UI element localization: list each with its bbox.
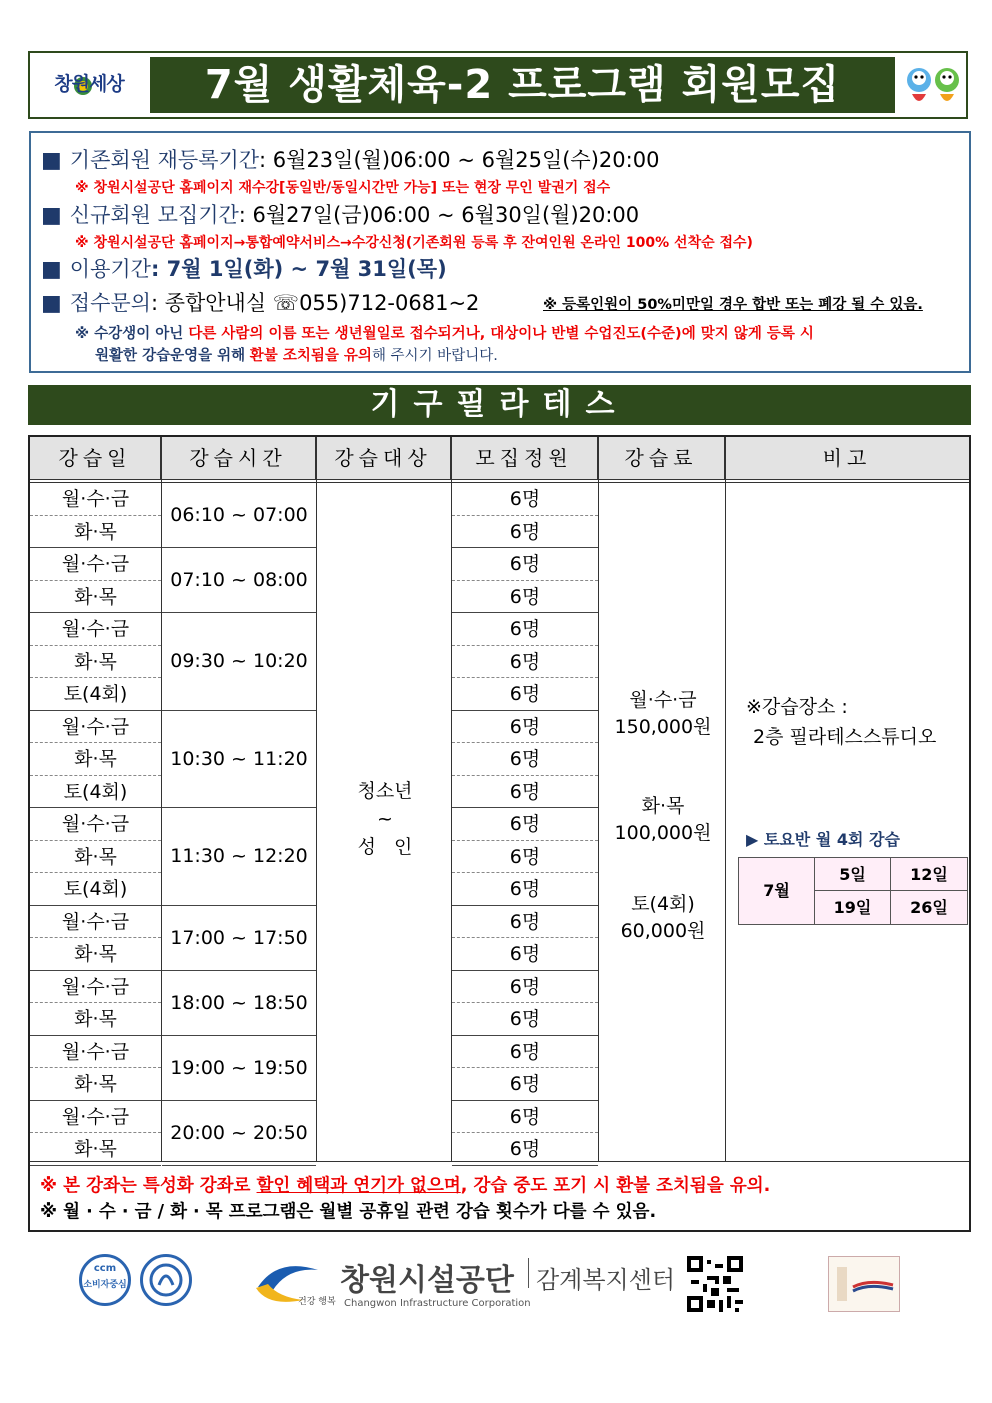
- time-cell: 10:30 ~ 11:20: [162, 711, 316, 809]
- header-2: 강습대상: [316, 437, 451, 479]
- bullet-square-icon: ■: [41, 148, 62, 173]
- center-name: 감계복지센터: [536, 1266, 676, 1294]
- quota-cell: 6명: [452, 711, 598, 744]
- reregister-value: : 6월23일(월)06:00 ~ 6월25일(수)20:00: [259, 148, 660, 172]
- ccm-logo: ccm 소비자중심: [79, 1254, 131, 1306]
- reregister-label: 기존회원 재등록기간: [69, 148, 260, 172]
- corp-name: 창원시설공단: [340, 1263, 514, 1298]
- fee-price-1: 100,000원: [614, 822, 712, 844]
- quota-cell: 6명: [452, 906, 598, 939]
- day-cell: 월·수·금: [30, 1036, 161, 1069]
- quota-cell: 6명: [452, 678, 598, 711]
- period-line: [41, 253, 447, 283]
- quota-cell: 6명: [452, 1101, 598, 1134]
- reregister-line: [41, 144, 659, 174]
- quota-cell: 6명: [452, 1036, 598, 1069]
- period-value: : 7월 1일(화) ~ 7월 31일(목): [150, 257, 447, 281]
- header-1: 강습시간: [161, 437, 316, 479]
- corp-english-name: Changwon Infrastructure Corporation: [344, 1298, 531, 1309]
- qr-code-icon: [687, 1256, 743, 1312]
- footer-note-1: ※ 본 강좌는 특성화 강좌로 할인 혜택과 연기가 없으며, 강습 중도 포기 시 환불 조치됨을 유의.: [40, 1176, 771, 1196]
- quota-cell: 6명: [452, 743, 598, 776]
- contact-line: [41, 287, 479, 317]
- mascot-icon: [902, 58, 964, 112]
- time-cell: 17:00 ~ 17:50: [162, 906, 316, 971]
- quota-cell: 6명: [452, 483, 598, 516]
- period-label: 이용기간: [69, 257, 151, 281]
- day-cell: 월·수·금: [30, 711, 161, 744]
- time-cell: 06:10 ~ 07:00: [162, 483, 316, 548]
- day-cell: 월·수·금: [30, 906, 161, 939]
- new-member-note: ※ 창원시설공단 홈페이지→통합예약서비스→수강신청(기존회원 등록 후 잔여인원 온라인 100% 선착순 접수): [75, 235, 753, 251]
- new-member-line: [41, 199, 639, 229]
- bullet-square-icon: ■: [41, 291, 62, 316]
- award-plaque-icon: [828, 1256, 900, 1312]
- new-member-label: 신규회원 모집기간: [69, 203, 239, 227]
- day-cell: 화·목: [30, 1003, 161, 1036]
- schedule-table: [28, 435, 971, 1232]
- day-cell: 월·수·금: [30, 808, 161, 841]
- time-cell: 18:00 ~ 18:50: [162, 971, 316, 1036]
- contact-label: 접수문의: [69, 291, 151, 315]
- target-cell: 청소년 ~ 성 인: [357, 780, 413, 858]
- reregister-note: ※ 창원시설공단 홈페이지 재수강[동일반/동일시간만 가능] 또는 현장 무인 발권기 접수: [75, 180, 611, 196]
- header-4: 강습료: [598, 437, 725, 479]
- quota-cell: 6명: [452, 1003, 598, 1036]
- time-cell: 09:30 ~ 10:20: [162, 613, 316, 711]
- quota-cell: 6명: [452, 776, 598, 809]
- day-cell: 화·목: [30, 1068, 161, 1101]
- warning-line-2: 원활한 강습운영을 위해 환불 조치됨을 유의해 주시기 바랍니다.: [95, 348, 498, 364]
- day-cell: 화·목: [30, 516, 161, 549]
- logo-text: 창원세상: [54, 73, 124, 95]
- new-member-value: : 6월27일(금)06:00 ~ 6월30일(월)20:00: [238, 203, 640, 227]
- contact-value: : 종합안내실 ☏055)712-0681~2: [150, 291, 480, 315]
- remark-place-label: ※강습장소 :: [746, 696, 848, 718]
- health-happiness-logo: 건강 행복: [248, 1252, 328, 1312]
- day-cell: 화·목: [30, 646, 161, 679]
- time-cell: 20:00 ~ 20:50: [162, 1101, 316, 1166]
- quota-cell: 6명: [452, 938, 598, 971]
- day-cell: 토(4회): [30, 678, 161, 711]
- quota-cell: 6명: [452, 873, 598, 906]
- fee-price-0: 150,000원: [614, 716, 712, 738]
- bullet-square-icon: ■: [41, 203, 62, 228]
- day-cell: 월·수·금: [30, 483, 161, 516]
- fee-day-2: 토(4회): [631, 893, 695, 915]
- day-cell: 월·수·금: [30, 1101, 161, 1134]
- remark-place-value: 2층 필라테스스튜디오: [753, 726, 937, 748]
- fee-day-1: 화·목: [641, 795, 685, 817]
- bullet-square-icon: ■: [41, 257, 62, 282]
- day-cell: 화·목: [30, 743, 161, 776]
- changwon-sesang-logo: [36, 59, 142, 111]
- quota-cell: 6명: [452, 646, 598, 679]
- quota-cell: 6명: [452, 971, 598, 1004]
- day-cell: 화·목: [30, 938, 161, 971]
- day-cell: 월·수·금: [30, 971, 161, 1004]
- quota-cell: 6명: [452, 808, 598, 841]
- day-cell: 토(4회): [30, 873, 161, 906]
- fee-price-2: 60,000원: [620, 920, 706, 942]
- quota-cell: 6명: [452, 1133, 598, 1166]
- title-band: [150, 57, 895, 113]
- time-cell: 07:10 ~ 08:00: [162, 548, 316, 613]
- title-box: [28, 51, 968, 119]
- day-cell: 화·목: [30, 841, 161, 874]
- quota-cell: 6명: [452, 841, 598, 874]
- day-cell: 토(4회): [30, 776, 161, 809]
- quota-cell: 6명: [452, 613, 598, 646]
- fee-day-0: 월·수·금: [629, 689, 697, 711]
- page-title: 7월 생활체육-2 프로그램 회원모집: [204, 62, 841, 108]
- certification-logo: [140, 1254, 192, 1306]
- section-title: 기구필라테스: [28, 385, 971, 425]
- header-5: 비고: [725, 437, 969, 479]
- day-cell: 화·목: [30, 581, 161, 614]
- saturday-dates-table: [738, 857, 968, 925]
- day-cell: 화·목: [30, 1133, 161, 1166]
- quota-cell: 6명: [452, 1068, 598, 1101]
- quota-cell: 6명: [452, 516, 598, 549]
- day-cell: 월·수·금: [30, 613, 161, 646]
- saturday-date: 26일: [910, 898, 948, 917]
- header-0: 강습일: [30, 437, 161, 479]
- time-cell: 19:00 ~ 19:50: [162, 1036, 316, 1101]
- info-box: [29, 131, 971, 373]
- contact-note: ※ 등록인원이 50%미만일 경우 합반 또는 폐강 될 수 있음.: [543, 297, 923, 313]
- saturday-month: 7월: [739, 858, 815, 924]
- saturday-date: 19일: [815, 891, 891, 924]
- saturday-date: 12일: [891, 858, 967, 891]
- quota-cell: 6명: [452, 548, 598, 581]
- saturday-date: 5일: [815, 858, 891, 891]
- fee-cell: [600, 687, 726, 945]
- day-cell: 월·수·금: [30, 548, 161, 581]
- time-cell: 11:30 ~ 12:20: [162, 808, 316, 906]
- saturday-class-title: ▶ 토요반 월 4회 강습: [746, 830, 900, 849]
- quota-cell: 6명: [452, 581, 598, 614]
- footer-note-2: ※ 월 · 수 · 금 / 화 · 목 프로그램은 월별 공휴일 관련 강습 횟수가 다를 수 있음.: [40, 1202, 657, 1222]
- header-3: 모집정원: [451, 437, 598, 479]
- warning-line-1: ※ 수강생이 아닌 다른 사람의 이름 또는 생년월일로 접수되거나, 대상이나 반별 수업진도(수준)에 맞지 않게 등록 시: [75, 326, 814, 342]
